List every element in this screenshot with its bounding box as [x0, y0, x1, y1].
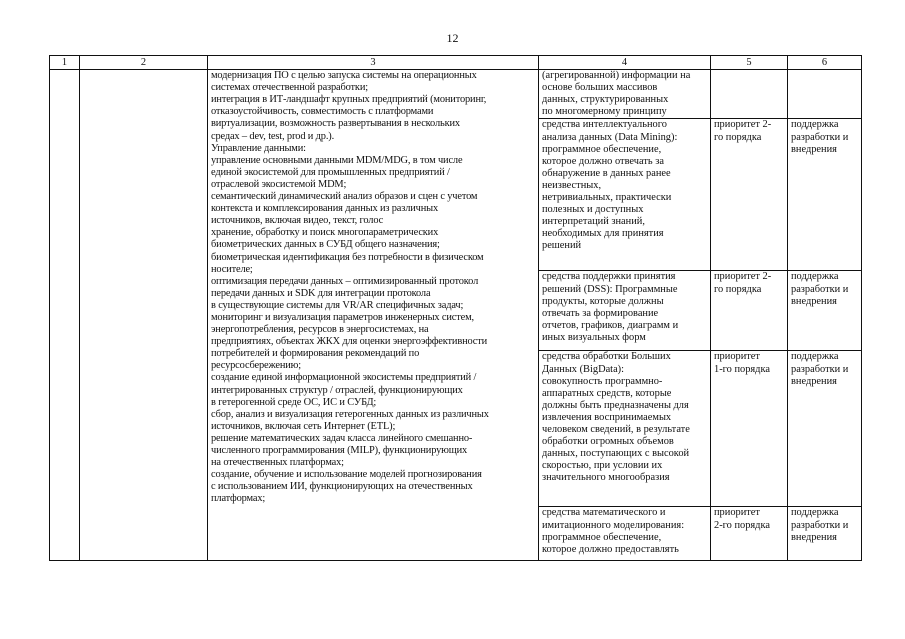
requirement-line: отказоустойчивость, совместимость с платформами — [211, 106, 434, 118]
column-number-5: 5 — [711, 56, 788, 70]
priority-line: 2-го порядка — [714, 519, 770, 531]
cell-col1 — [50, 70, 80, 561]
requirement-line: оптимизация передачи данных – оптимизированный протокол — [211, 275, 479, 287]
requirement-line: решение математических задач класса линейного смешанно- — [211, 432, 473, 444]
support-measure-line: поддержка — [791, 507, 839, 519]
cell-requirements — [208, 70, 539, 561]
requirement-line: в гетерогенной среде ОС, ИС и СУБД; — [211, 396, 377, 408]
tool-description-line: необходимых для принятия — [542, 228, 664, 240]
priority-table — [49, 55, 862, 561]
requirement-line: контекста и комплексирования данных из различных — [211, 203, 439, 215]
support-measure-line: поддержка — [791, 119, 839, 131]
requirement-line: мониторинг и визуализация параметров инженерных систем, — [211, 311, 474, 323]
tool-description-line: нетривиальных, практически — [542, 192, 672, 204]
tool-description-line: средства поддержки принятия — [542, 271, 676, 283]
cell-col2 — [80, 70, 208, 561]
requirement-line: с использованием ИИ, функционирующих на отечественных — [211, 481, 473, 493]
tool-description-line: имитационного моделирования: — [542, 519, 685, 531]
tool-description-line: аппаратных средств, которые — [542, 387, 672, 399]
requirement-line: потребителей и формирования рекомендаций по — [211, 348, 420, 360]
tool-description-line: человеком сведений, в результате — [542, 424, 690, 436]
requirement-line: хранение, обработку и поиск многопараметрических — [211, 227, 439, 239]
tool-description-line: средства обработки Больших — [542, 351, 671, 363]
tool-description-line: основе больших массивов — [542, 82, 658, 94]
cell-tool-description — [539, 70, 711, 119]
support-measure-line: разработки и — [791, 283, 849, 295]
cell-support-measure — [788, 507, 862, 561]
cell-tool-description — [539, 507, 711, 561]
cell-priority — [711, 271, 788, 351]
cell-priority — [711, 119, 788, 271]
tool-description-line: анализа данных (Data Mining): — [542, 131, 678, 143]
tool-description-line: отчетов, графиков, диаграмм и — [542, 319, 679, 331]
priority-line: 1-го порядка — [714, 363, 770, 375]
requirement-line: источников, включая сеть Интернет (ETL); — [211, 420, 396, 432]
requirement-line: ресурсосбережению; — [211, 360, 302, 372]
requirement-line: отраслевой экосистемой MDM; — [211, 178, 347, 190]
tool-description-line: совокупность программно- — [542, 375, 663, 387]
column-number-1: 1 — [50, 56, 80, 70]
tool-description-line: которое должно предоставлять — [542, 543, 679, 555]
support-measure-line: поддержка — [791, 351, 839, 363]
tool-description-line: средства математического и — [542, 507, 666, 519]
requirement-line: семантический динамический анализ образов и сцен с учетом — [211, 191, 478, 203]
tool-description-line: иных визуальных форм — [542, 331, 646, 343]
requirement-line: единой экосистемой для промышленных предприятий / — [211, 166, 450, 178]
tool-description-line: должны быть предназначены для — [542, 399, 689, 411]
table-row — [50, 70, 862, 119]
requirement-line: интеграция в ИТ-ландшафт крупных предприятий (мониторинг, — [211, 94, 487, 106]
requirement-line: Управление данными: — [211, 142, 306, 154]
support-measure-line: разработки и — [791, 519, 849, 531]
cell-tool-description — [539, 351, 711, 507]
priority-line: го порядка — [714, 131, 762, 143]
requirement-line: носителе; — [211, 263, 253, 275]
tool-description-line: значительного многообразия — [542, 472, 670, 484]
requirement-line: управление основными данными MDM/MDG, в том числе — [211, 154, 463, 166]
cell-support-measure — [788, 119, 862, 271]
tool-description-line: полезных и доступных — [542, 204, 644, 216]
column-number-6: 6 — [788, 56, 862, 70]
tool-description-line: средства интеллектуального — [542, 119, 667, 131]
cell-support-measure — [788, 351, 862, 507]
tool-description-line: по многомерному принципу — [542, 106, 667, 118]
priority-line: приоритет — [714, 351, 760, 363]
cell-support-measure — [788, 70, 862, 119]
support-measure-line: разработки и — [791, 363, 849, 375]
support-measure-line: внедрения — [791, 375, 837, 387]
requirement-line: передачи данных и SDK для интеграции протокола — [211, 287, 431, 299]
support-measure-line: внедрения — [791, 295, 837, 307]
support-measure-line: поддержка — [791, 271, 839, 283]
requirement-line: численного программирования (MILP), функционирующих — [211, 445, 468, 456]
tool-description-line: продукты, которые должны — [542, 295, 664, 307]
tool-description-line: неизвестных, — [542, 179, 602, 191]
tool-description-line: интерпретаций знаний, — [542, 216, 645, 228]
requirement-line: средах – dev, test, prod и др.). — [211, 130, 335, 142]
column-number-3: 3 — [208, 56, 539, 70]
requirement-line: создание единой информационной экосистемы предприятий / — [211, 372, 477, 384]
requirement-line: энергопотребления, ресурсов в энергосистемах, на — [211, 324, 429, 336]
support-measure-line: внедрения — [791, 143, 837, 155]
cell-priority — [711, 507, 788, 561]
requirement-line: модернизация ПО с целью запуска системы на операционных — [211, 70, 477, 82]
cell-priority — [711, 70, 788, 119]
priority-line: приоритет — [714, 507, 760, 519]
tool-description-line: отвечать за формирование — [542, 307, 659, 319]
tool-description-line: программное обеспечение, — [542, 143, 662, 155]
cell-tool-description — [539, 119, 711, 271]
requirement-line: виртуализации, возможность развертывания в нескольких — [211, 118, 460, 130]
requirement-line: сбор, анализ и визуализация гетерогенных данных из различных — [211, 408, 489, 420]
requirement-line: биометрическая идентификация без потребности в физическом — [211, 251, 484, 263]
requirement-line: на отечественных платформах; — [211, 457, 344, 469]
requirement-line: источников, включая видео, текст, голос — [211, 215, 384, 227]
cell-priority — [711, 351, 788, 507]
support-measure-line: внедрения — [791, 531, 837, 543]
priority-line: го порядка — [714, 283, 762, 295]
cell-support-measure — [788, 271, 862, 351]
requirement-line: интегрированных структур / отраслей, функционирующих — [211, 384, 463, 396]
priority-line: приоритет 2- — [714, 119, 772, 131]
column-number-4: 4 — [539, 56, 711, 70]
table-body — [50, 70, 862, 561]
tool-description-line: решений — [542, 240, 582, 252]
tool-description-line: Данных (BigData): — [542, 363, 625, 375]
requirement-line: в существующие системы для VR/AR специфичных задач; — [211, 299, 464, 311]
requirement-line: биометрических данных в СУБД общего назначения; — [211, 239, 440, 251]
tool-description-line: скоростью, при условии их — [542, 460, 663, 472]
tool-description-line: которое должно отвечать за — [542, 155, 664, 167]
tool-description-line: (агрегированной) информации на — [542, 70, 691, 82]
tool-description-line: программное обеспечение, — [542, 531, 662, 543]
page-number: 12 — [446, 31, 459, 45]
tool-description-line: решений (DSS): Программные — [542, 283, 678, 295]
tool-description-line: данных, структурированных — [542, 94, 669, 106]
support-measure-line: разработки и — [791, 131, 849, 143]
tool-description-line: обнаружение в данных ранее — [542, 167, 671, 179]
requirement-line: создание, обучение и использование моделей прогнозирования — [211, 469, 482, 481]
tool-description-line: обработки огромных объемов — [542, 436, 674, 448]
column-number-row — [50, 56, 862, 70]
cell-tool-description — [539, 271, 711, 351]
tool-description-line: извлечения воспринимаемых — [542, 411, 672, 423]
tool-description-line: данных, поступающих с высокой — [542, 448, 690, 460]
requirement-line: системах отечественной разработки; — [211, 82, 368, 94]
priority-line: приоритет 2- — [714, 271, 772, 283]
requirement-line: предприятиях, объектах ЖКХ для оценки энергоэффективности — [211, 336, 488, 348]
requirement-line: платформах; — [211, 493, 266, 505]
column-number-2: 2 — [80, 56, 208, 70]
